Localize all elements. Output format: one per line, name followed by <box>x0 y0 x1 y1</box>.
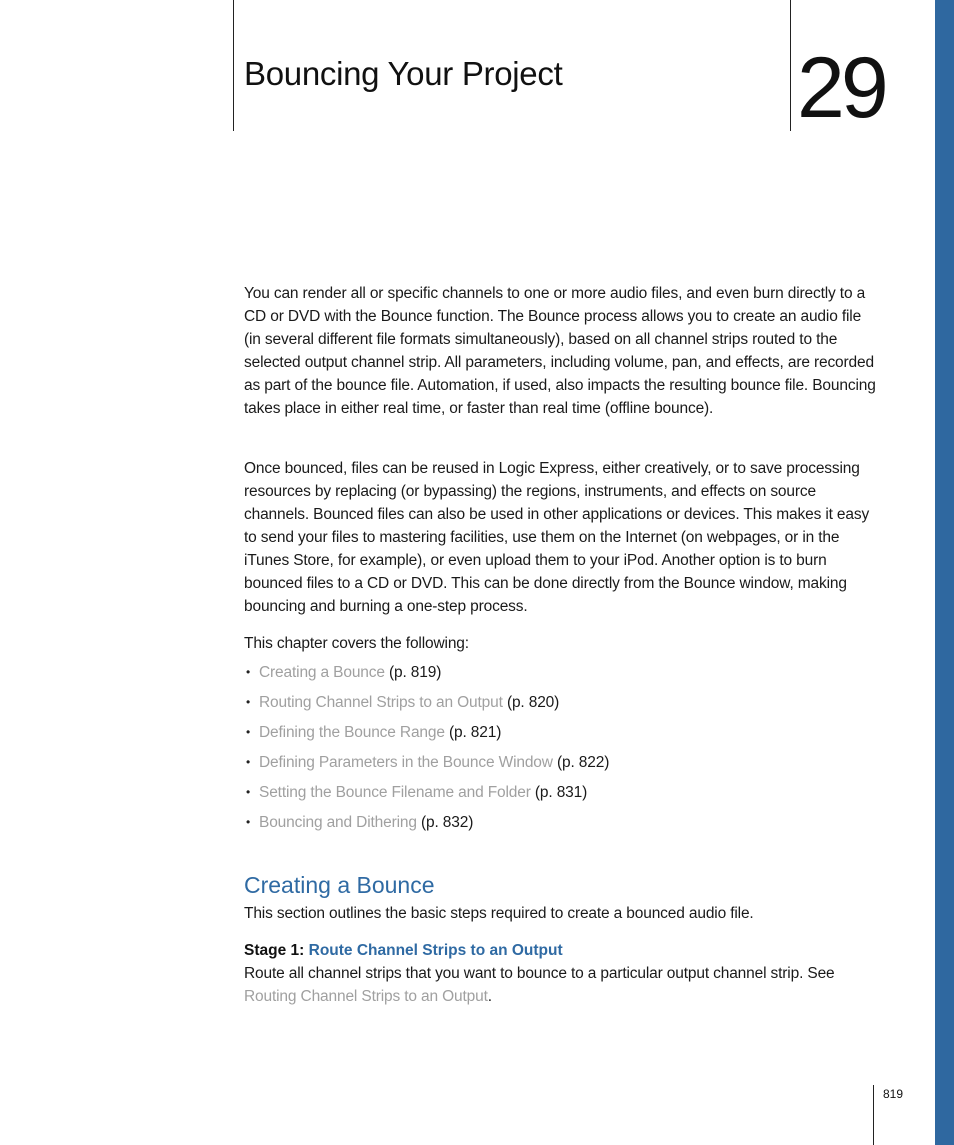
bullet-icon: • <box>246 695 251 709</box>
chapter-tab-bar <box>935 0 954 1145</box>
footer-rule <box>873 1085 874 1145</box>
stage-link-routing-channel-strips[interactable]: Routing Channel Strips to an Output <box>244 988 488 1005</box>
toc-page-ref: (p. 821) <box>449 724 502 741</box>
toc-link-setting-filename[interactable]: Setting the Bounce Filename and Folder <box>259 784 531 801</box>
header-rule-left <box>233 0 234 131</box>
chapter-contents-list <box>244 661 884 841</box>
stage-paragraph <box>244 962 880 1008</box>
stage-text: Route all channel strips that you want to bounce to a particular output channel strip. See <box>244 965 835 982</box>
bullet-icon: • <box>246 665 251 679</box>
stage-heading <box>244 939 563 962</box>
header-rule-mid <box>790 0 791 131</box>
toc-page-ref: (p. 832) <box>421 814 474 831</box>
toc-link-defining-parameters[interactable]: Defining Parameters in the Bounce Window <box>259 754 553 771</box>
intro-paragraph-1: You can render all or specific channels to one or more audio files, and even burn directly to a CD or DVD with the Bounce function. The Bounce process allows you to create an audio file (in several different file formats simultaneously), based on all channel strips routed to the selected output channel strip. All parameters, including volume, pan, and effects, are recorded as part of the bounce file. Automation, if used, also impacts the resulting bounce file. Bouncing takes place in either real time, or faster than real time (offline bounce). <box>244 285 876 417</box>
stage-label: Stage 1: <box>244 942 305 959</box>
stage-title: Route Channel Strips to an Output <box>308 942 563 959</box>
section-intro: This section outlines the basic steps required to create a bounced audio file. <box>244 905 754 922</box>
page-number: 819 <box>883 1087 904 1101</box>
bullet-icon: • <box>246 755 251 769</box>
stage-end: . <box>487 988 492 1005</box>
list-item <box>244 721 884 751</box>
chapter-number: 29 <box>797 40 885 136</box>
list-item <box>244 691 884 721</box>
list-item <box>244 751 884 781</box>
list-item <box>244 781 884 811</box>
toc-page-ref: (p. 819) <box>389 664 442 681</box>
toc-link-bouncing-dithering[interactable]: Bouncing and Dithering <box>259 814 417 831</box>
toc-page-ref: (p. 831) <box>534 784 588 801</box>
chapter-title: Bouncing Your Project <box>244 55 563 92</box>
toc-link-creating-a-bounce[interactable]: Creating a Bounce <box>259 664 385 681</box>
toc-link-routing-channel-strips[interactable]: Routing Channel Strips to an Output <box>259 694 503 711</box>
toc-page-ref: (p. 820) <box>506 694 560 711</box>
toc-page-ref: (p. 822) <box>557 754 610 771</box>
bullet-icon: • <box>246 785 251 799</box>
section-heading: Creating a Bounce <box>244 872 435 898</box>
list-item <box>244 811 884 841</box>
toc-link-defining-bounce-range[interactable]: Defining the Bounce Range <box>259 724 445 741</box>
bullet-icon: • <box>246 815 251 829</box>
bullet-icon: • <box>246 725 251 739</box>
list-item <box>244 661 884 691</box>
intro-paragraph-2: Once bounced, files can be reused in Logic Express, either creatively, or to save processing resources by replacing (or bypassing) the regions, instruments, and effects on source channels. Bounced files can also be used in other applications or devices. This makes it easy to send your files to mastering facilities, use them on the Internet (on webpages, or in the iTunes Store, for example), or even upload them to your iPod. Another option is to burn bounced files to a CD or DVD. This can be done directly from the Bounce window, making bouncing and burning a one-step process. <box>244 460 870 615</box>
toc-lead: This chapter covers the following: <box>244 635 469 652</box>
